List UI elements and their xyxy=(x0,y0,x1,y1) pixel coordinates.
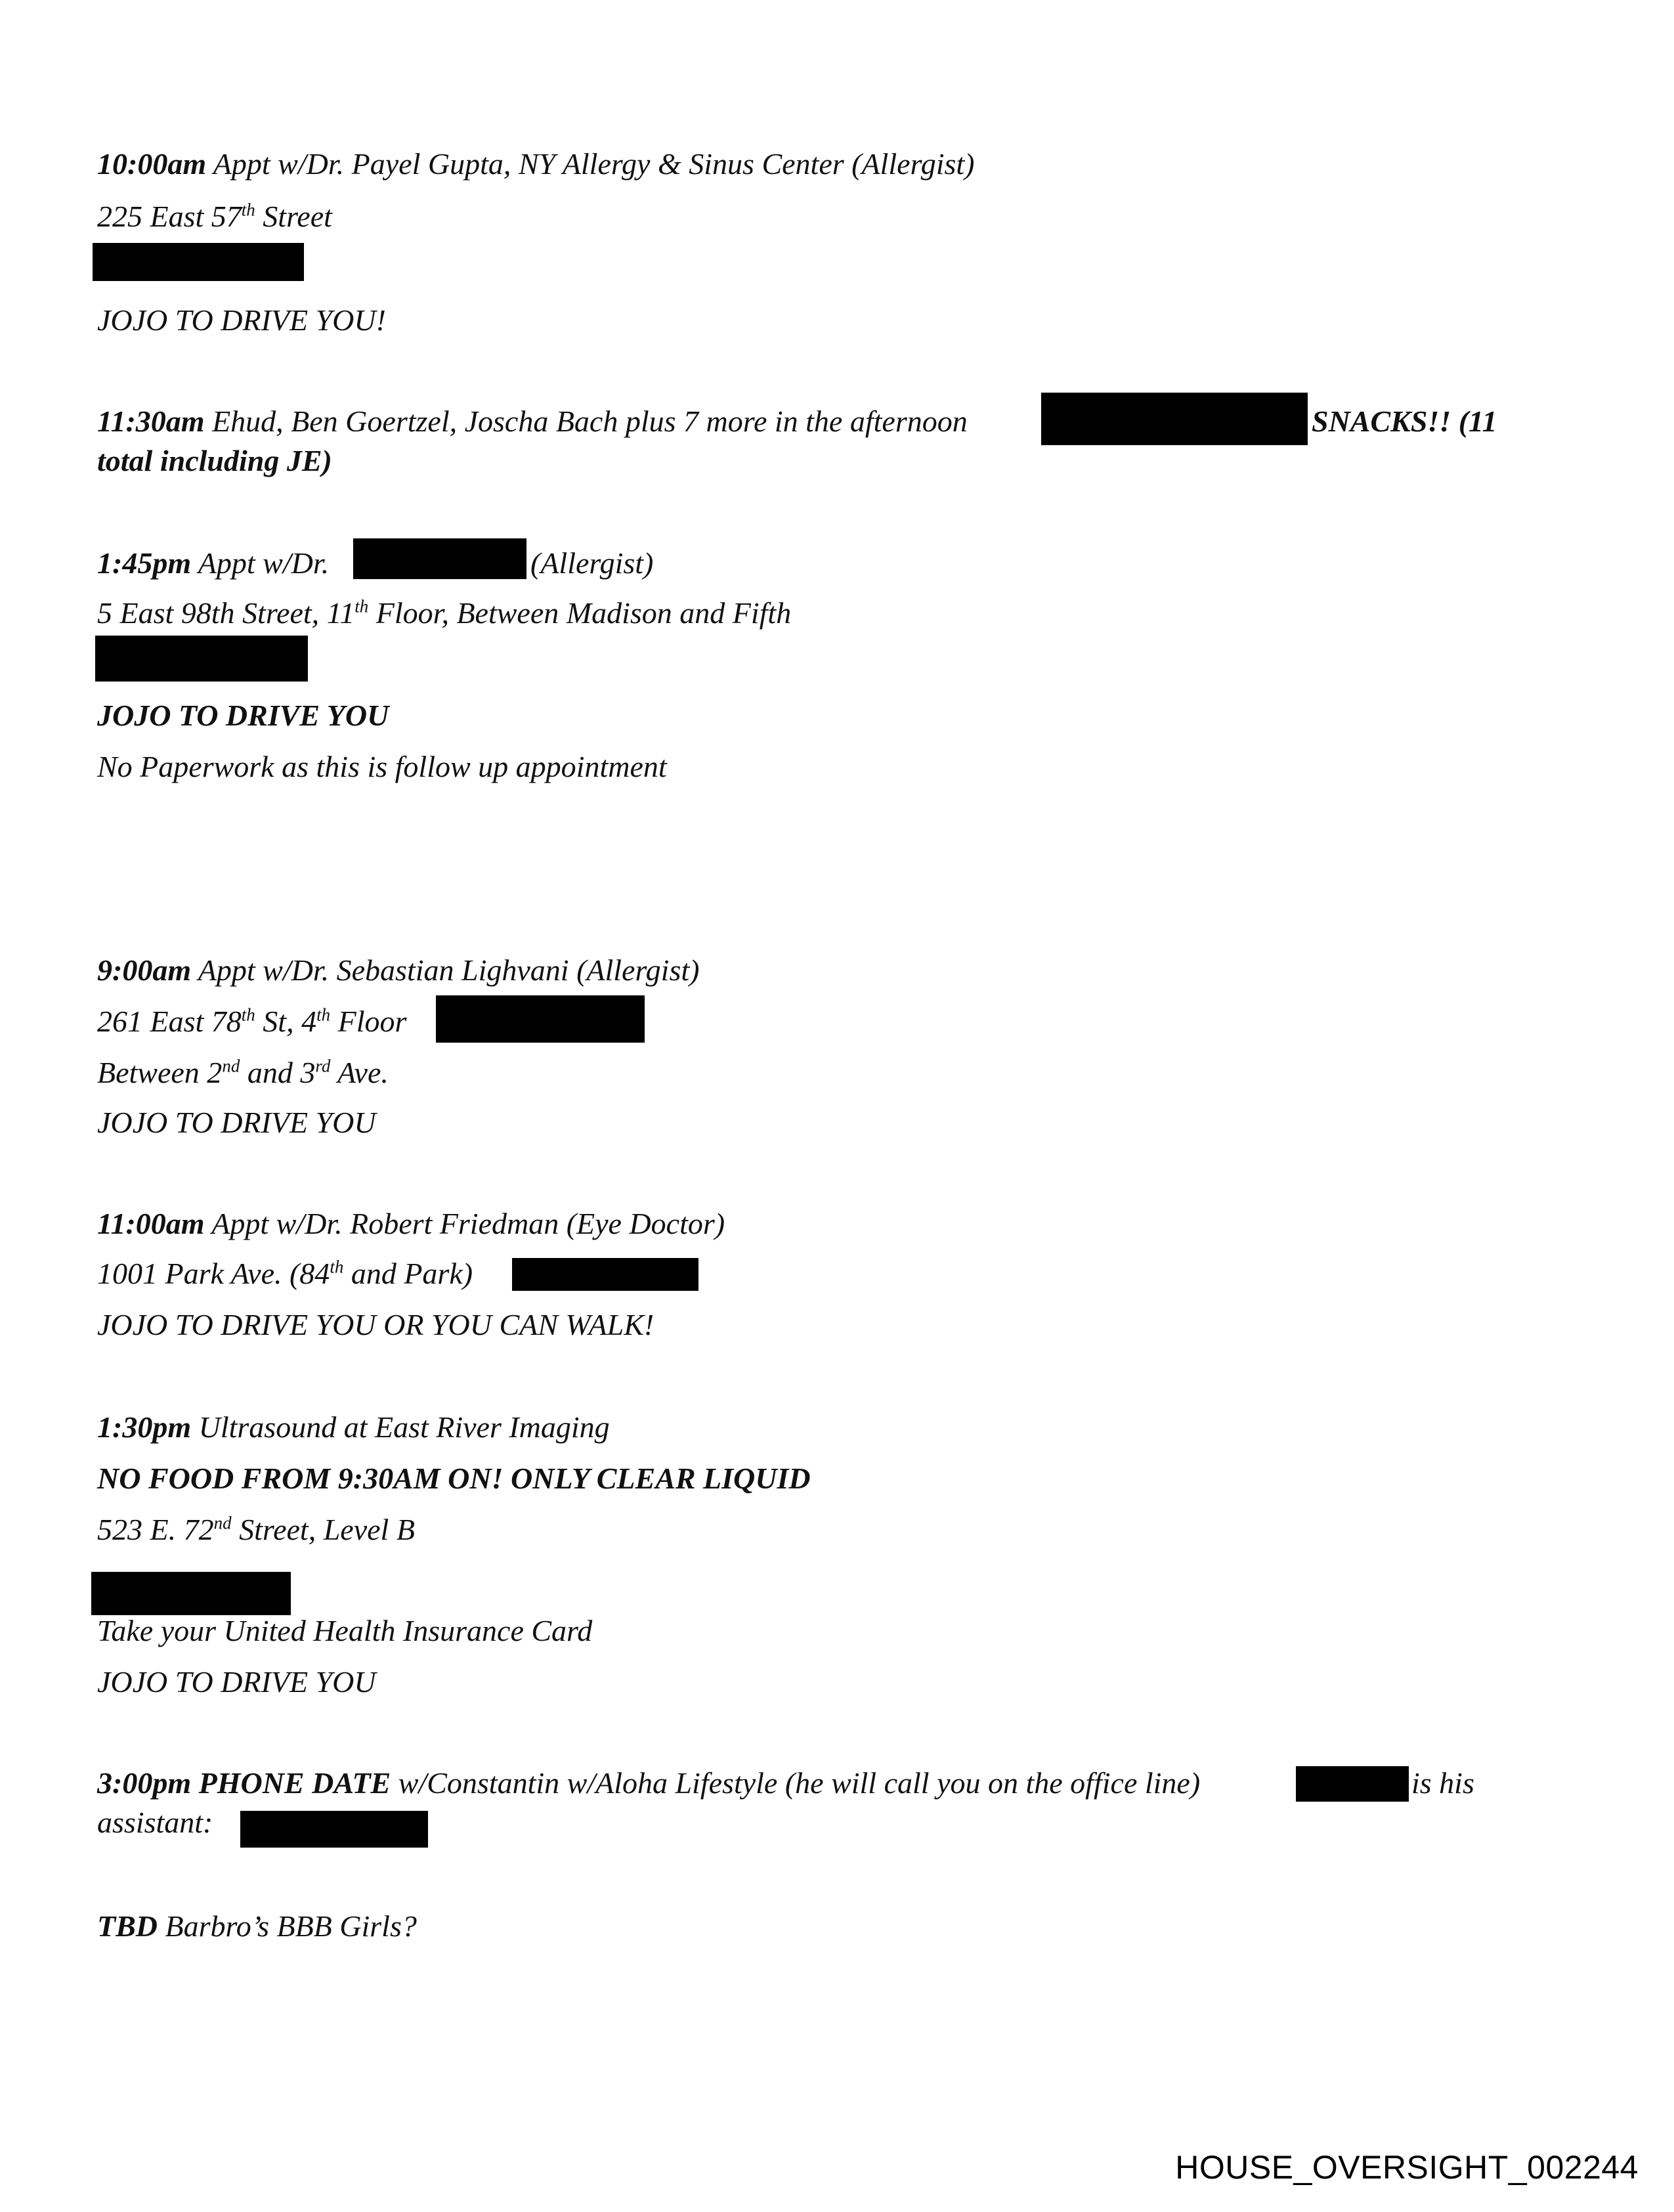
entry-line xyxy=(97,1908,417,1945)
redaction-box xyxy=(1041,393,1308,445)
entry-line xyxy=(97,952,699,989)
redaction-box xyxy=(95,636,308,682)
redaction-box xyxy=(1296,1766,1409,1802)
redaction-box xyxy=(353,538,526,579)
entry-title: Ultrasound at East River Imaging xyxy=(191,1410,610,1444)
entry-note: JOJO TO DRIVE YOU! xyxy=(97,303,386,337)
entry-note: JOJO TO DRIVE YOU xyxy=(97,1106,376,1139)
entry-title: Ehud, Ben Goertzel, Joscha Bach plus 7 more in the afternoon xyxy=(204,404,968,438)
redaction-box xyxy=(436,995,645,1043)
entry-line xyxy=(97,545,329,582)
entry-time: 10:00am xyxy=(97,147,207,181)
redaction-box xyxy=(93,243,304,281)
entry-title: Appt w/Dr. xyxy=(191,546,330,580)
entry-address: 261 East 78th St, 4th Floor xyxy=(97,1005,407,1038)
entry-time: 11:30am xyxy=(97,404,205,438)
redaction-box xyxy=(91,1572,291,1615)
entry-address: 1001 Park Ave. (84th and Park) xyxy=(97,1257,473,1290)
entry-line xyxy=(97,403,968,440)
entry-note: JOJO TO DRIVE YOU xyxy=(97,699,389,732)
redaction-box xyxy=(240,1811,428,1848)
entry-line-after: is his xyxy=(1411,1766,1474,1800)
entry-time: TBD xyxy=(97,1909,158,1943)
entry-address: 225 East 57th Street xyxy=(97,200,332,233)
entry-address: 5 East 98th Street, 11th Floor, Between Madison and Fifth xyxy=(97,596,792,630)
entry-time: 3:00pm PHONE DATE xyxy=(97,1766,391,1800)
footer-bates-stamp: HOUSE_OVERSIGHT_002244 xyxy=(1175,2149,1639,2186)
entry-line xyxy=(97,1409,610,1446)
entry-note: JOJO TO DRIVE YOU xyxy=(97,1665,376,1699)
entry-note: Take your United Health Insurance Card xyxy=(97,1614,593,1647)
entry-warning: NO FOOD FROM 9:30AM ON! ONLY CLEAR LIQUID xyxy=(97,1462,811,1495)
entry-note: No Paperwork as this is follow up appointment xyxy=(97,750,667,783)
entry-title: Appt w/Dr. Payel Gupta, NY Allergy & Sinus Center (Allergist) xyxy=(206,147,975,181)
entry-time: 1:45pm xyxy=(97,546,192,580)
entry-time: 9:00am xyxy=(97,953,192,987)
entry-line xyxy=(97,146,975,183)
entry-line xyxy=(97,1765,1200,1802)
entry-title: Barbro’s BBB Girls? xyxy=(158,1909,417,1943)
entry-title: w/Constantin w/Aloha Lifestyle (he will call you on the office line) xyxy=(391,1766,1201,1800)
redaction-box xyxy=(512,1258,698,1291)
entry-line-continued: total including JE) xyxy=(97,444,332,477)
entry-title-after: (Allergist) xyxy=(530,546,654,580)
entry-address-between: Between 2nd and 3rd Ave. xyxy=(97,1056,389,1089)
entry-snacks: SNACKS!! (11 xyxy=(1312,404,1497,438)
entry-title: Appt w/Dr. Robert Friedman (Eye Doctor) xyxy=(204,1207,725,1240)
entry-line xyxy=(97,1205,725,1242)
entry-time: 11:00am xyxy=(97,1207,205,1240)
entry-address: 523 E. 72nd Street, Level B xyxy=(97,1513,415,1546)
entry-title: Appt w/Dr. Sebastian Lighvani (Allergist) xyxy=(191,953,700,987)
entry-note: JOJO TO DRIVE YOU OR YOU CAN WALK! xyxy=(97,1308,655,1341)
entry-line-continued: assistant: xyxy=(97,1806,213,1839)
entry-time: 1:30pm xyxy=(97,1410,192,1444)
